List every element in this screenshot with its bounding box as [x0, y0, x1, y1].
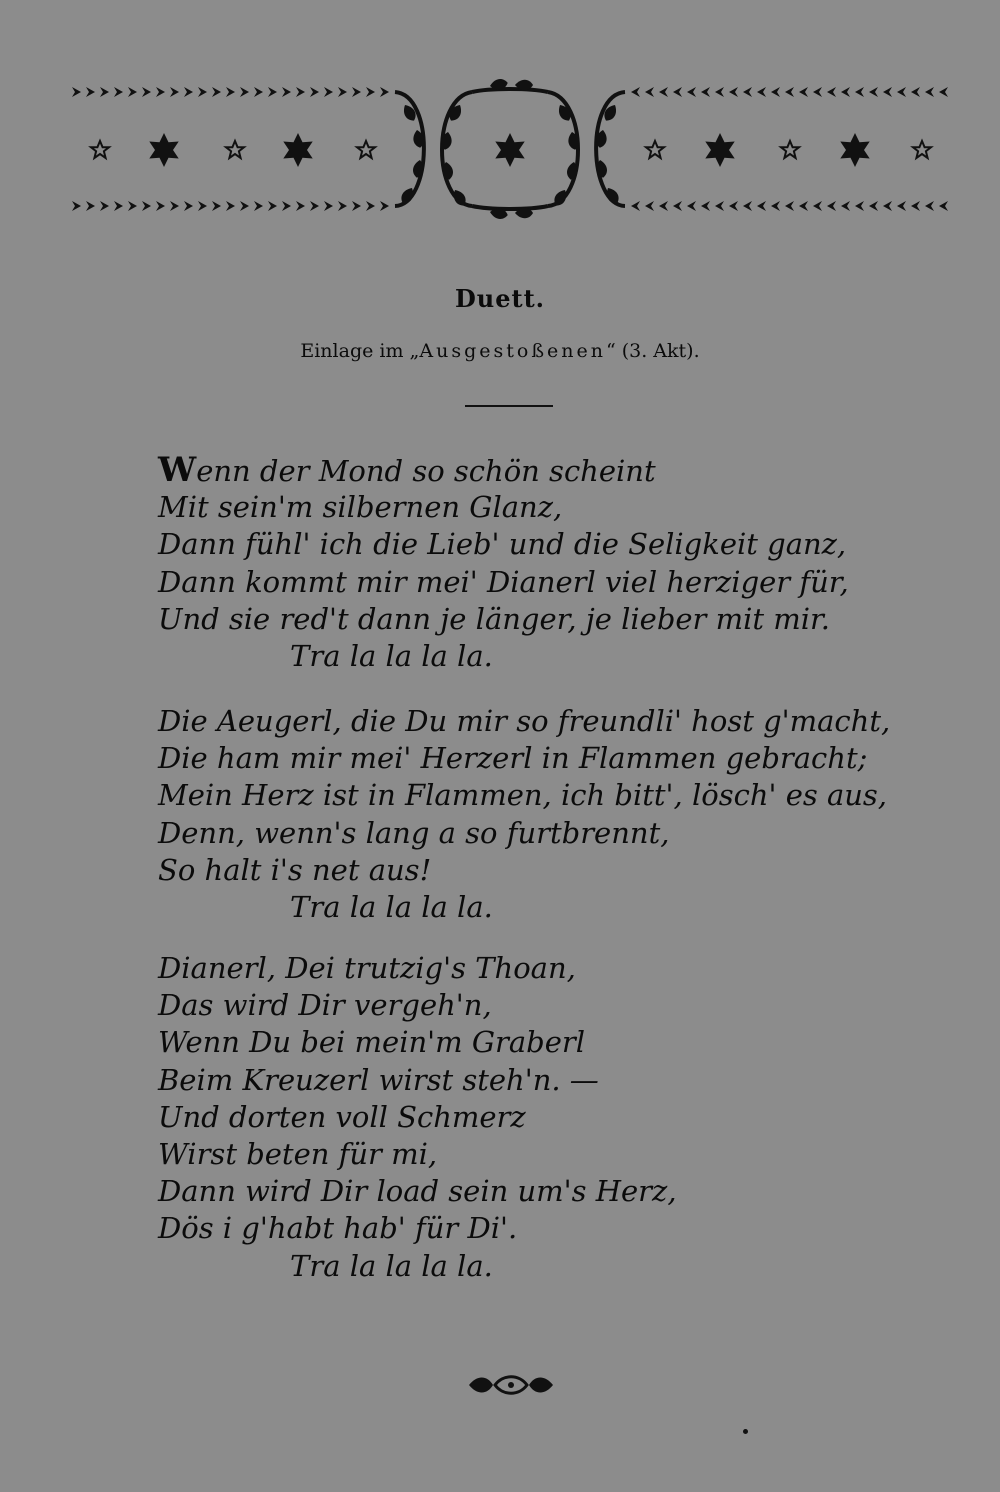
drop-cap: W — [158, 450, 197, 490]
verse-line: Dann fühl' ich die Lieb' und die Seligkeit ganz, — [158, 527, 847, 562]
end-flourish-ornament — [465, 1370, 557, 1400]
verse-line: Dös i g'habt hab' für Di'. — [158, 1211, 518, 1246]
verse-line: Das wird Dir vergeh'n, — [158, 988, 492, 1023]
left-star-row — [91, 133, 375, 167]
verse-line: Die ham mir mei' Herzerl in Flammen gebracht; — [158, 741, 868, 776]
verse-line: Die Aeugerl, die Du mir so freundli' host g'macht, — [158, 704, 891, 738]
stanza-2 — [158, 703, 918, 926]
verse-line — [158, 452, 918, 489]
top-left-chevron-row — [72, 87, 389, 97]
verse-line: Mein Herz ist in Flammen, ich bitt', lösch' es aus, — [158, 778, 888, 813]
center-star-icon — [495, 133, 524, 167]
title-divider — [465, 405, 553, 407]
print-speck — [743, 1429, 748, 1434]
subtitle-prefix: Einlage im „ — [300, 340, 420, 362]
verse-line: Wirst beten für mi, — [158, 1136, 438, 1171]
refrain-line: Tra la la la la. — [290, 889, 493, 924]
bottom-right-chevron-row — [631, 201, 948, 211]
stanza-3 — [158, 950, 918, 1285]
verse-line: So halt i's net aus! — [158, 852, 432, 887]
subtitle-suffix: “ (3. Akt). — [605, 340, 700, 362]
top-ornamental-border — [60, 70, 960, 230]
verse-line: Und dorten voll Schmerz — [158, 1099, 526, 1134]
verse-line: Mit sein'm silbernen Glanz, — [158, 490, 563, 525]
subtitle-work-name: Ausgestoßenen — [419, 340, 606, 362]
page-subtitle — [0, 340, 1000, 362]
verse-line: Beim Kreuzerl wirst steh'n. — — [158, 1062, 599, 1097]
stanza-1 — [158, 452, 918, 675]
right-star-row — [646, 133, 931, 167]
verse-line: Dann kommt mir mei' Dianerl viel herziger für, — [158, 564, 849, 599]
verse-line: Wenn Du bei mein'm Graberl — [158, 1025, 586, 1060]
top-right-chevron-row — [631, 87, 948, 97]
page-title: Duett. — [454, 284, 546, 313]
verse-line: Und sie red't dann je länger, je lieber mit mir. — [158, 601, 830, 636]
bottom-left-chevron-row — [72, 201, 389, 211]
refrain-line: Tra la la la la. — [290, 1248, 493, 1283]
verse-line-text: enn der Mond so schön scheint — [196, 454, 656, 488]
verse-line: Denn, wenn's lang a so furtbrennt, — [158, 815, 670, 850]
verse-line: Dianerl, Dei trutzig's Thoan, — [158, 951, 576, 985]
verse-line: Dann wird Dir load sein um's Herz, — [158, 1174, 677, 1209]
refrain-line: Tra la la la la. — [290, 638, 493, 673]
